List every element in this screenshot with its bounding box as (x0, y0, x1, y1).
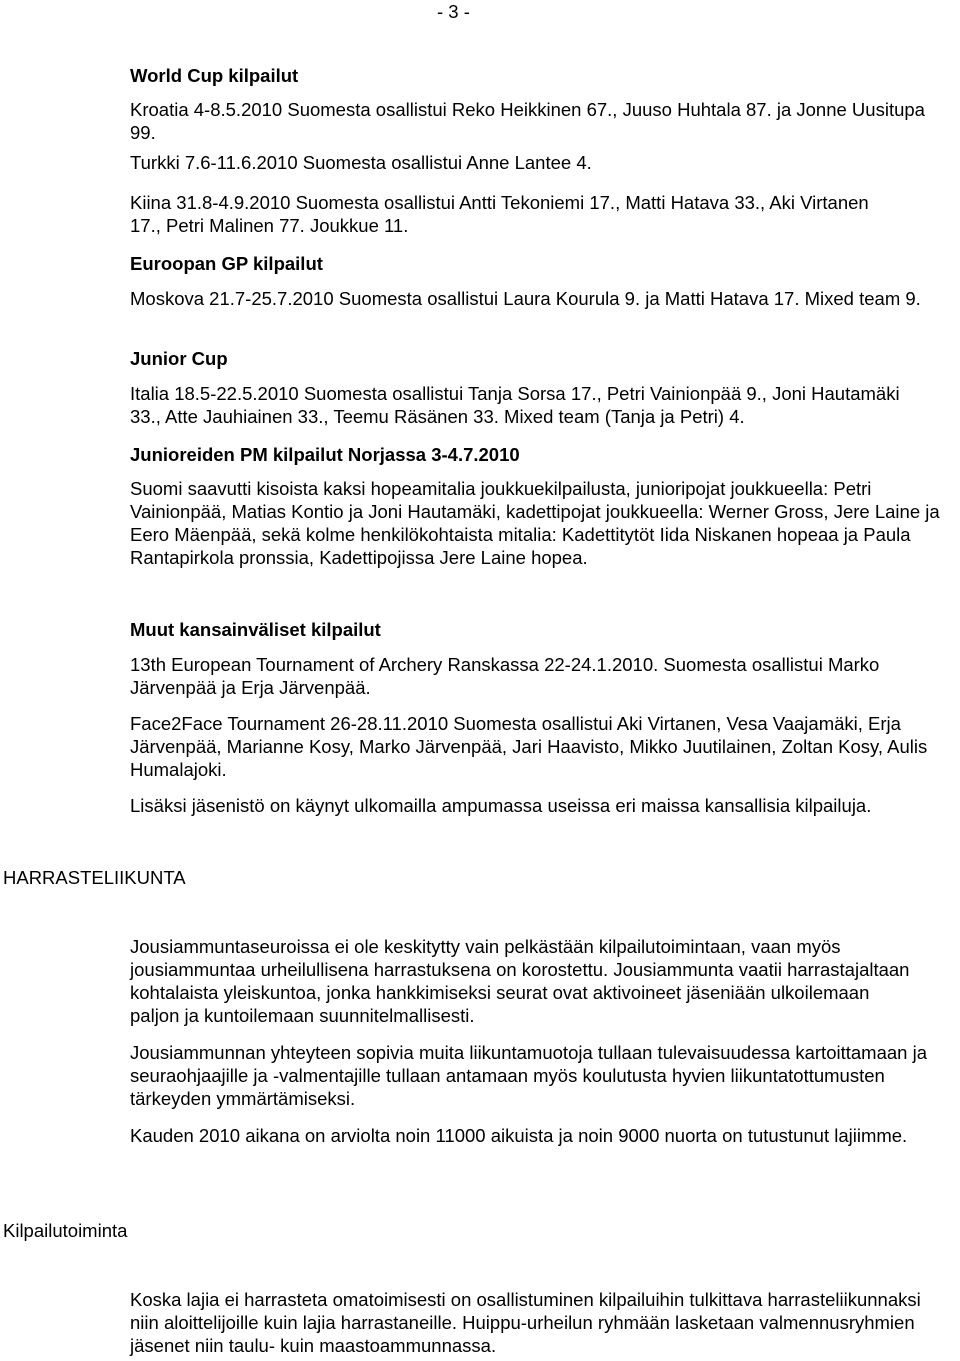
kilpailutoiminta-p1: Koska lajia ei harrasteta omatoimisesti on osallistuminen kilpailuihin tulkittava harrasteliikunnaksi niin aloittelijoille kuin lajia harrastaneille. Huippu-urheilun ryhmään lasketaan valmennusryhmien jäsenet niin taulu- kuin maastoammunnassa. (130, 1289, 921, 1356)
harrasteliikunta-p1: Jousiammuntaseuroissa ei ole keskitytty vain pelkästään kilpailutoimintaan, vaan myös jousiammuntaa urheilullisena harrastuksena on korostettu. Jousiammunta vaatii harrastajaltaan kohtalaista yleiskuntoa, jonka hankkimiseksi seurat ovat aktivoineet jäseniään ulkoilemaan paljon ja kuntoilemaan suunnitelmallisesti. (130, 936, 910, 1026)
muut-heading: Muut kansainväliset kilpailut (130, 619, 381, 640)
junior-cup-heading: Junior Cup (130, 348, 228, 369)
muut-lisaksi: Lisäksi jäsenistö on käynyt ulkomailla ampumassa useissa eri maissa kansallisia kilpailuja. (130, 795, 872, 816)
harrasteliikunta-label: HARRASTELIIKUNTA (3, 867, 186, 888)
world-cup-kroatia: Kroatia 4-8.5.2010 Suomesta osallistui Reko Heikkinen 67., Juuso Huhtala 87. ja Jonne Uusitupa 99. (130, 99, 925, 143)
kilpailutoiminta-label: Kilpailutoiminta (3, 1220, 128, 1241)
harrasteliikunta-p3: Kauden 2010 aikana on arviolta noin 11000 aikuista ja noin 9000 nuorta on tutustunut lajiimme. (130, 1125, 908, 1146)
junioreiden-pm-text: Suomi saavutti kisoista kaksi hopeamitalia joukkuekilpailusta, junioripojat joukkueella: Petri Vainionpää, Matias Kontio ja Joni Hautamäki, kadettipojat joukkueella: Werner Gross, Jere Laine ja Eero Mäenpää, sekä kolme henkilökohtaista mitalia: Kadettitytöt Iida Niskanen hopeaa ja Paula Rantapirkola pronssia, Kadettipojissa Jere Laine hopea. (130, 478, 940, 568)
junioreiden-pm-heading: Junioreiden PM kilpailut Norjassa 3-4.7.2010 (130, 444, 520, 465)
muut-face2face: Face2Face Tournament 26-28.11.2010 Suomesta osallistui Aki Virtanen, Vesa Vaajamäki, Erja Järvenpää, Marianne Kosy, Marko Järvenpää, Jari Haavisto, Mikko Juutilainen, Zoltan Kosy, Aulis Humalajoki. (130, 713, 928, 780)
page-number: - 3 - (437, 1, 470, 22)
muut-european-tournament: 13th European Tournament of Archery Ranskassa 22-24.1.2010. Suomesta osallistui Marko Järvenpää ja Erja Järvenpää. (130, 654, 880, 698)
world-cup-kiina: Kiina 31.8-4.9.2010 Suomesta osallistui Antti Tekoniemi 17., Matti Hatava 33., Aki Virtanen 17., Petri Malinen 77. Joukkue 11. (130, 192, 869, 236)
junior-cup-italia: Italia 18.5-22.5.2010 Suomesta osallistui Tanja Sorsa 17., Petri Vainionpää 9., Joni Hautamäki 33., Atte Jauhiainen 33., Teemu Räsänen 33. Mixed team (Tanja ja Petri) 4. (130, 383, 900, 427)
world-cup-heading: World Cup kilpailut (130, 65, 299, 86)
world-cup-turkki: Turkki 7.6-11.6.2010 Suomesta osallistui Anne Lantee 4. (130, 152, 592, 173)
euroopan-gp-heading: Euroopan GP kilpailut (130, 253, 323, 274)
euroopan-gp-moskova: Moskova 21.7-25.7.2010 Suomesta osallistui Laura Kourula 9. ja Matti Hatava 17. Mixed team 9. (130, 288, 921, 309)
harrasteliikunta-p2: Jousiammunnan yhteyteen sopivia muita liikuntamuotoja tullaan tulevaisuudessa kartoittamaan ja seuraohjaajille ja -valmentajille tullaan antamaan myös koulutusta hyvien liikuntatottumusten tärkeyden ymmärtämiseksi. (130, 1042, 927, 1109)
